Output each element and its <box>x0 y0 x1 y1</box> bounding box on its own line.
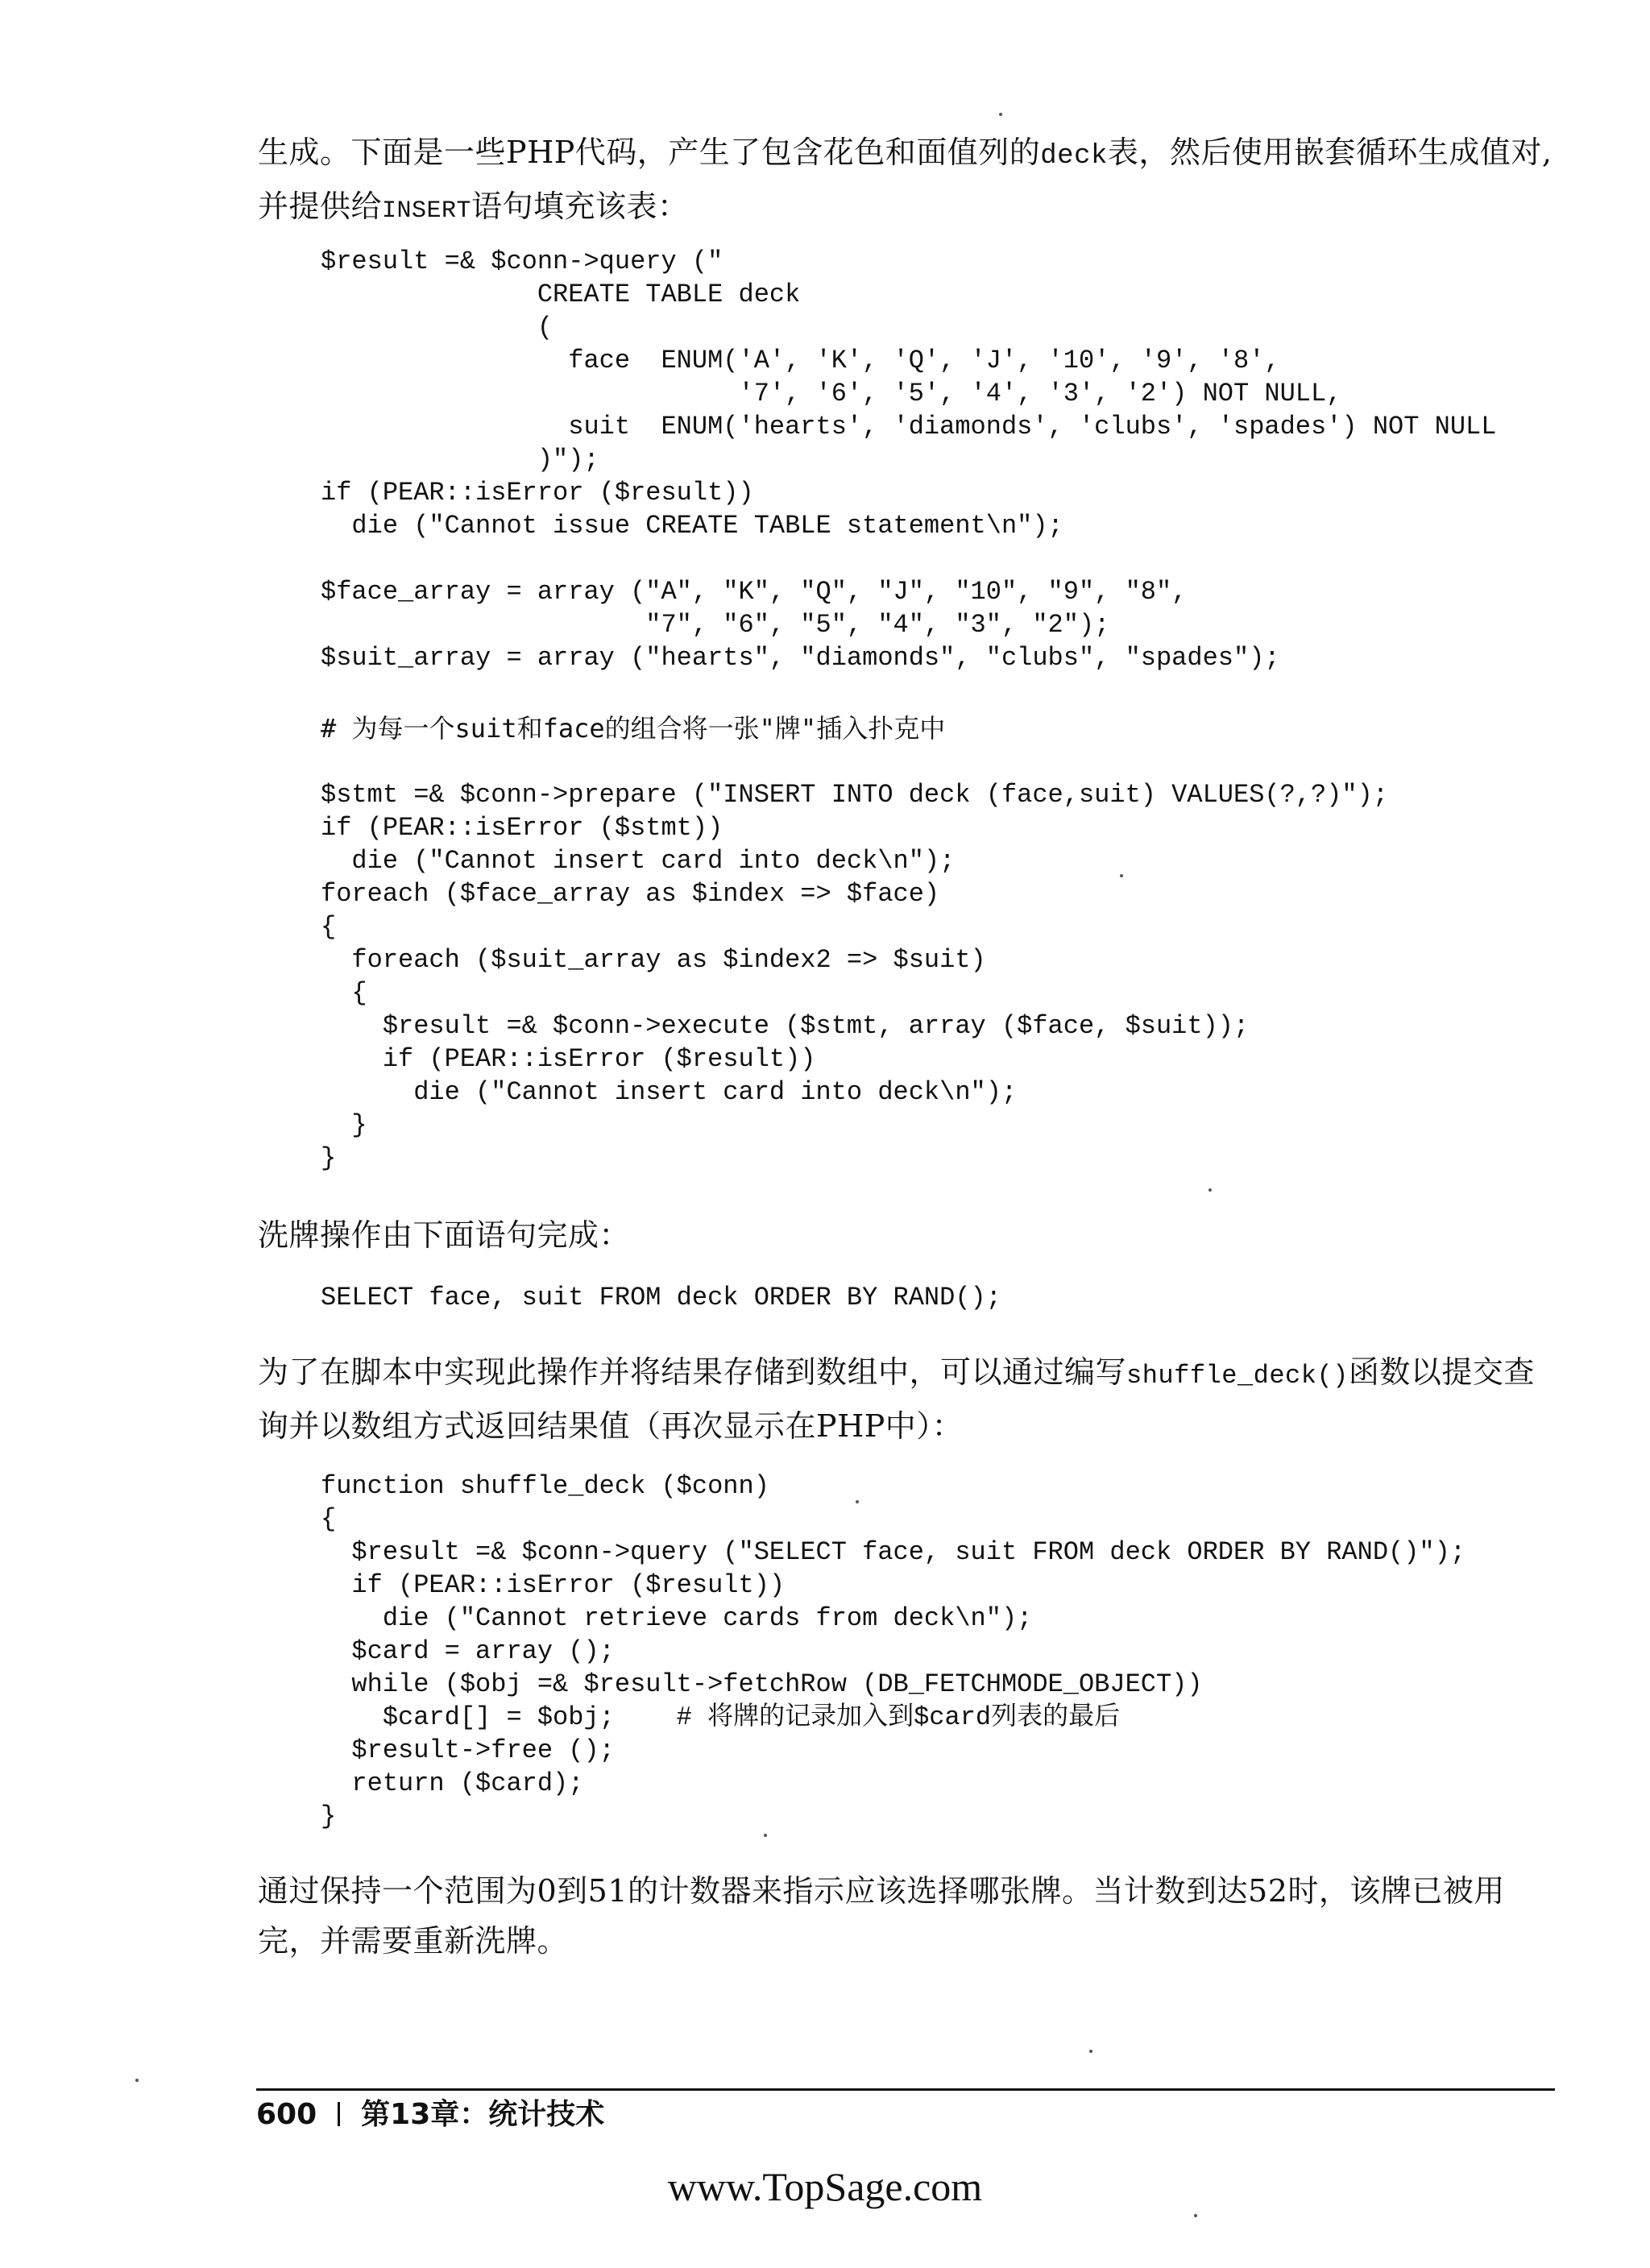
scan-speck <box>135 2079 139 2082</box>
intro-text-part2: 表，然后使用嵌套循环生成值对,并提供给 <box>258 135 1553 224</box>
code-block-shuffle-function: function shuffle_deck ($conn) { $result =& $conn->query ("SELECT face, suit FROM deck ORDER BY RAND()"); if (PEAR::isError ($result)) die ("Cannot retrieve cards from deck\n"); $card = array (); while ($obj =& $result->fetchRow (DB_FETCHMODE_OBJECT)) $card[] = $obj; # 将牌的记录加入到$card列表的最后 $result->free (); return ($card); } <box>321 1471 1466 1831</box>
code-comment-insert: # 为每一个suit和face的组合将一张"牌"插入扑克中 <box>321 713 946 744</box>
scan-speck <box>999 113 1002 116</box>
intro-text-part3: 语句填充该表： <box>471 189 689 224</box>
intro-code-deck: deck <box>1040 141 1108 172</box>
function-text-part2: 函数以提交查询并以数组方式返回结果值（再次显示在PHP中）： <box>258 1354 1535 1444</box>
page-footer <box>256 2095 604 2135</box>
intro-code-insert: INSERT <box>382 197 472 225</box>
scan-speck <box>1208 1188 1212 1192</box>
function-paragraph <box>258 1347 1563 1451</box>
shuffle-paragraph: 洗牌操作由下面语句完成： <box>258 1217 631 1253</box>
footer-separator <box>338 2102 340 2126</box>
closing-paragraph: 通过保持一个范围为0到51的计数器来指示应该选择哪张牌。当计数到达52时，该牌已被用完，并需要重新洗牌。 <box>258 1873 1505 1959</box>
intro-paragraph <box>258 127 1563 236</box>
code-block-insert-loop: $stmt =& $conn->prepare ("INSERT INTO deck (face,suit) VALUES(?,?)"); if (PEAR::isError ($stmt)) die ("Cannot insert card into deck\n"); foreach ($face_array as $index => $face) { foreach ($suit_array as $index2 => $suit) { $result =& $conn->execute ($stmt, array ($face, $suit)); if (PEAR::isError ($result)) die ("Cannot insert card into deck\n"); } } <box>321 780 1389 1173</box>
scan-speck <box>1194 2214 1197 2217</box>
function-text-part1: 为了在脚本中实现此操作并将结果存储到数组中，可以通过编写 <box>258 1354 1127 1390</box>
scan-speck <box>764 1834 767 1837</box>
chapter-title: 第13章：统计技术 <box>361 2098 605 2131</box>
footer-rule <box>256 2088 1555 2091</box>
scan-speck <box>1089 2050 1092 2053</box>
watermark-url: www.TopSage.com <box>667 2164 983 2209</box>
code-block-create-table: $result =& $conn->query (" CREATE TABLE deck ( face ENUM('A', 'K', 'Q', 'J', '10', '9', '8', '7', '6', '5', '4', '3', '2') NOT NULL, suit ENUM('hearts', 'diamonds', 'clubs', 'spades') NOT NULL )"); if (PEAR::isError ($result)) die ("Cannot issue CREATE TABLE statement\n"); $face_array = array ("A", "K", "Q", "J", "10", "9", "8", "7", "6", "5", "4", "3", "2"); $suit_array = array ("hearts", "diamonds", "clubs", "spades"); <box>321 247 1497 673</box>
code-block-select-rand: SELECT face, suit FROM deck ORDER BY RAND(); <box>321 1283 1001 1312</box>
page-number: 600 <box>256 2098 317 2131</box>
intro-text-part1: 生成。下面是一些PHP代码，产生了包含花色和面值列的 <box>258 135 1041 170</box>
function-code-shuffle-deck: shuffle_deck() <box>1126 1361 1349 1391</box>
scan-speck <box>856 1500 859 1503</box>
scan-speck <box>1120 874 1123 877</box>
